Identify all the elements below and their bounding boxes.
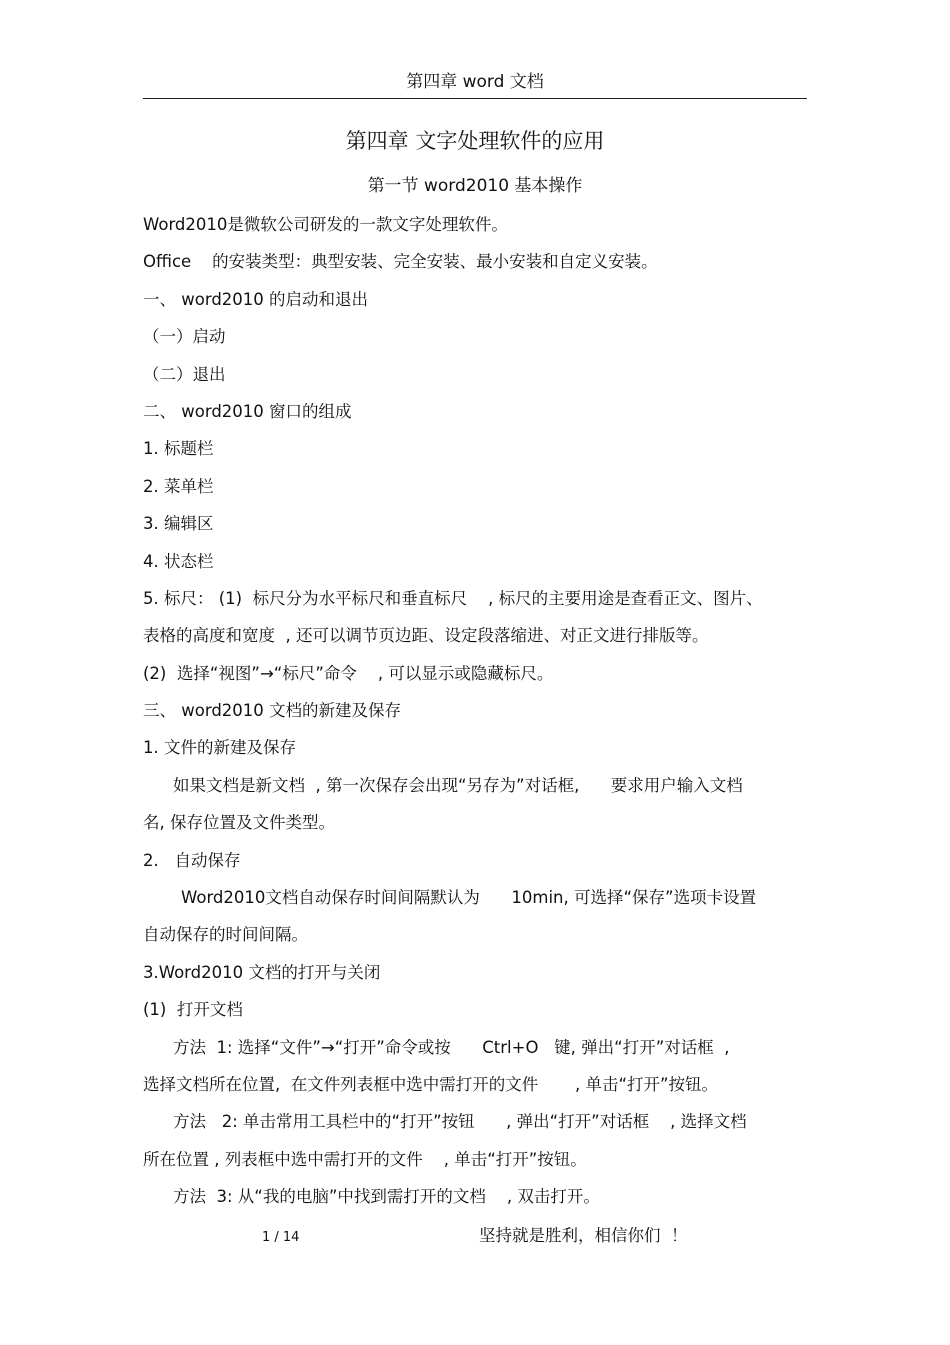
subheading-line: （二）退出 [143, 364, 226, 384]
paragraph-line: 如果文档是新文档 , 第一次保存会出现“另存为”对话框, 要求用户输入文档 [173, 775, 743, 795]
paragraph-line: 名, 保存位置及文件类型。 [143, 813, 335, 833]
list-item: 1. 文件的新建及保存 [143, 738, 296, 758]
paragraph-line: Office 的安装类型：典型安装、完全安装、最小安装和自定义安装。 [143, 252, 658, 272]
document-body [143, 206, 808, 1216]
list-item: 2. 菜单栏 [143, 476, 214, 496]
paragraph-line: 选择文档所在位置, 在文件列表框中选中需打开的文件 , 单击“打开”按钮。 [143, 1074, 719, 1094]
paragraph-line: Word2010文档自动保存时间间隔默认为 10min, 可选择“保存”选项卡设置 [181, 888, 757, 908]
list-item: 3.Word2010 文档的打开与关闭 [143, 962, 381, 982]
subheading-line: （一）启动 [143, 327, 226, 347]
list-item: 2. 自动保存 [143, 850, 241, 870]
list-item: 5. 标尺： (1) 标尺分为水平标尺和垂直标尺 , 标尺的主要用途是查看正文、图片、 [143, 588, 763, 608]
paragraph-line: 方法 3: 从“我的电脑”中找到需打开的文档 , 双击打开。 [173, 1187, 600, 1207]
header-divider [143, 98, 807, 99]
list-item: 1. 标题栏 [143, 439, 214, 459]
paragraph-line: 自动保存的时间间隔。 [143, 925, 308, 945]
page-number: 1 / 14 [262, 1230, 300, 1245]
paragraph-line: (2) 选择“视图”→“标尺”命令 , 可以显示或隐藏标尺。 [143, 663, 554, 683]
chapter-title: 第四章 文字处理软件的应用 [345, 129, 605, 153]
section-title: 第一节 word2010 基本操作 [367, 176, 583, 196]
list-item: 3. 编辑区 [143, 514, 214, 534]
page-header: 第四章 word 文档 [406, 72, 544, 92]
paragraph-line: 表格的高度和宽度 , 还可以调节页边距、设定段落缩进、对正文进行排版等。 [143, 626, 709, 646]
paragraph-line: 所在位置 , 列表框中选中需打开的文件 , 单击“打开”按钮。 [143, 1149, 587, 1169]
footer-motto: 坚持就是胜利，相信你们 ！ [479, 1226, 688, 1245]
heading-line: 二、 word2010 窗口的组成 [143, 401, 352, 421]
heading-line: 三、 word2010 文档的新建及保存 [143, 701, 402, 721]
paragraph-line: 方法 2: 单击常用工具栏中的“打开”按钮 , 弹出“打开”对话框 , 选择文档 [173, 1112, 747, 1132]
heading-line: 一、 word2010 的启动和退出 [143, 289, 369, 309]
list-item: (1) 打开文档 [143, 1000, 243, 1020]
paragraph-line: Word2010是微软公司研发的一款文字处理软件。 [143, 215, 508, 234]
list-item: 4. 状态栏 [143, 551, 214, 571]
paragraph-line: 方法 1: 选择“文件”→“打开”命令或按 Ctrl+O 键, 弹出“打开”对话框 , [173, 1037, 730, 1057]
